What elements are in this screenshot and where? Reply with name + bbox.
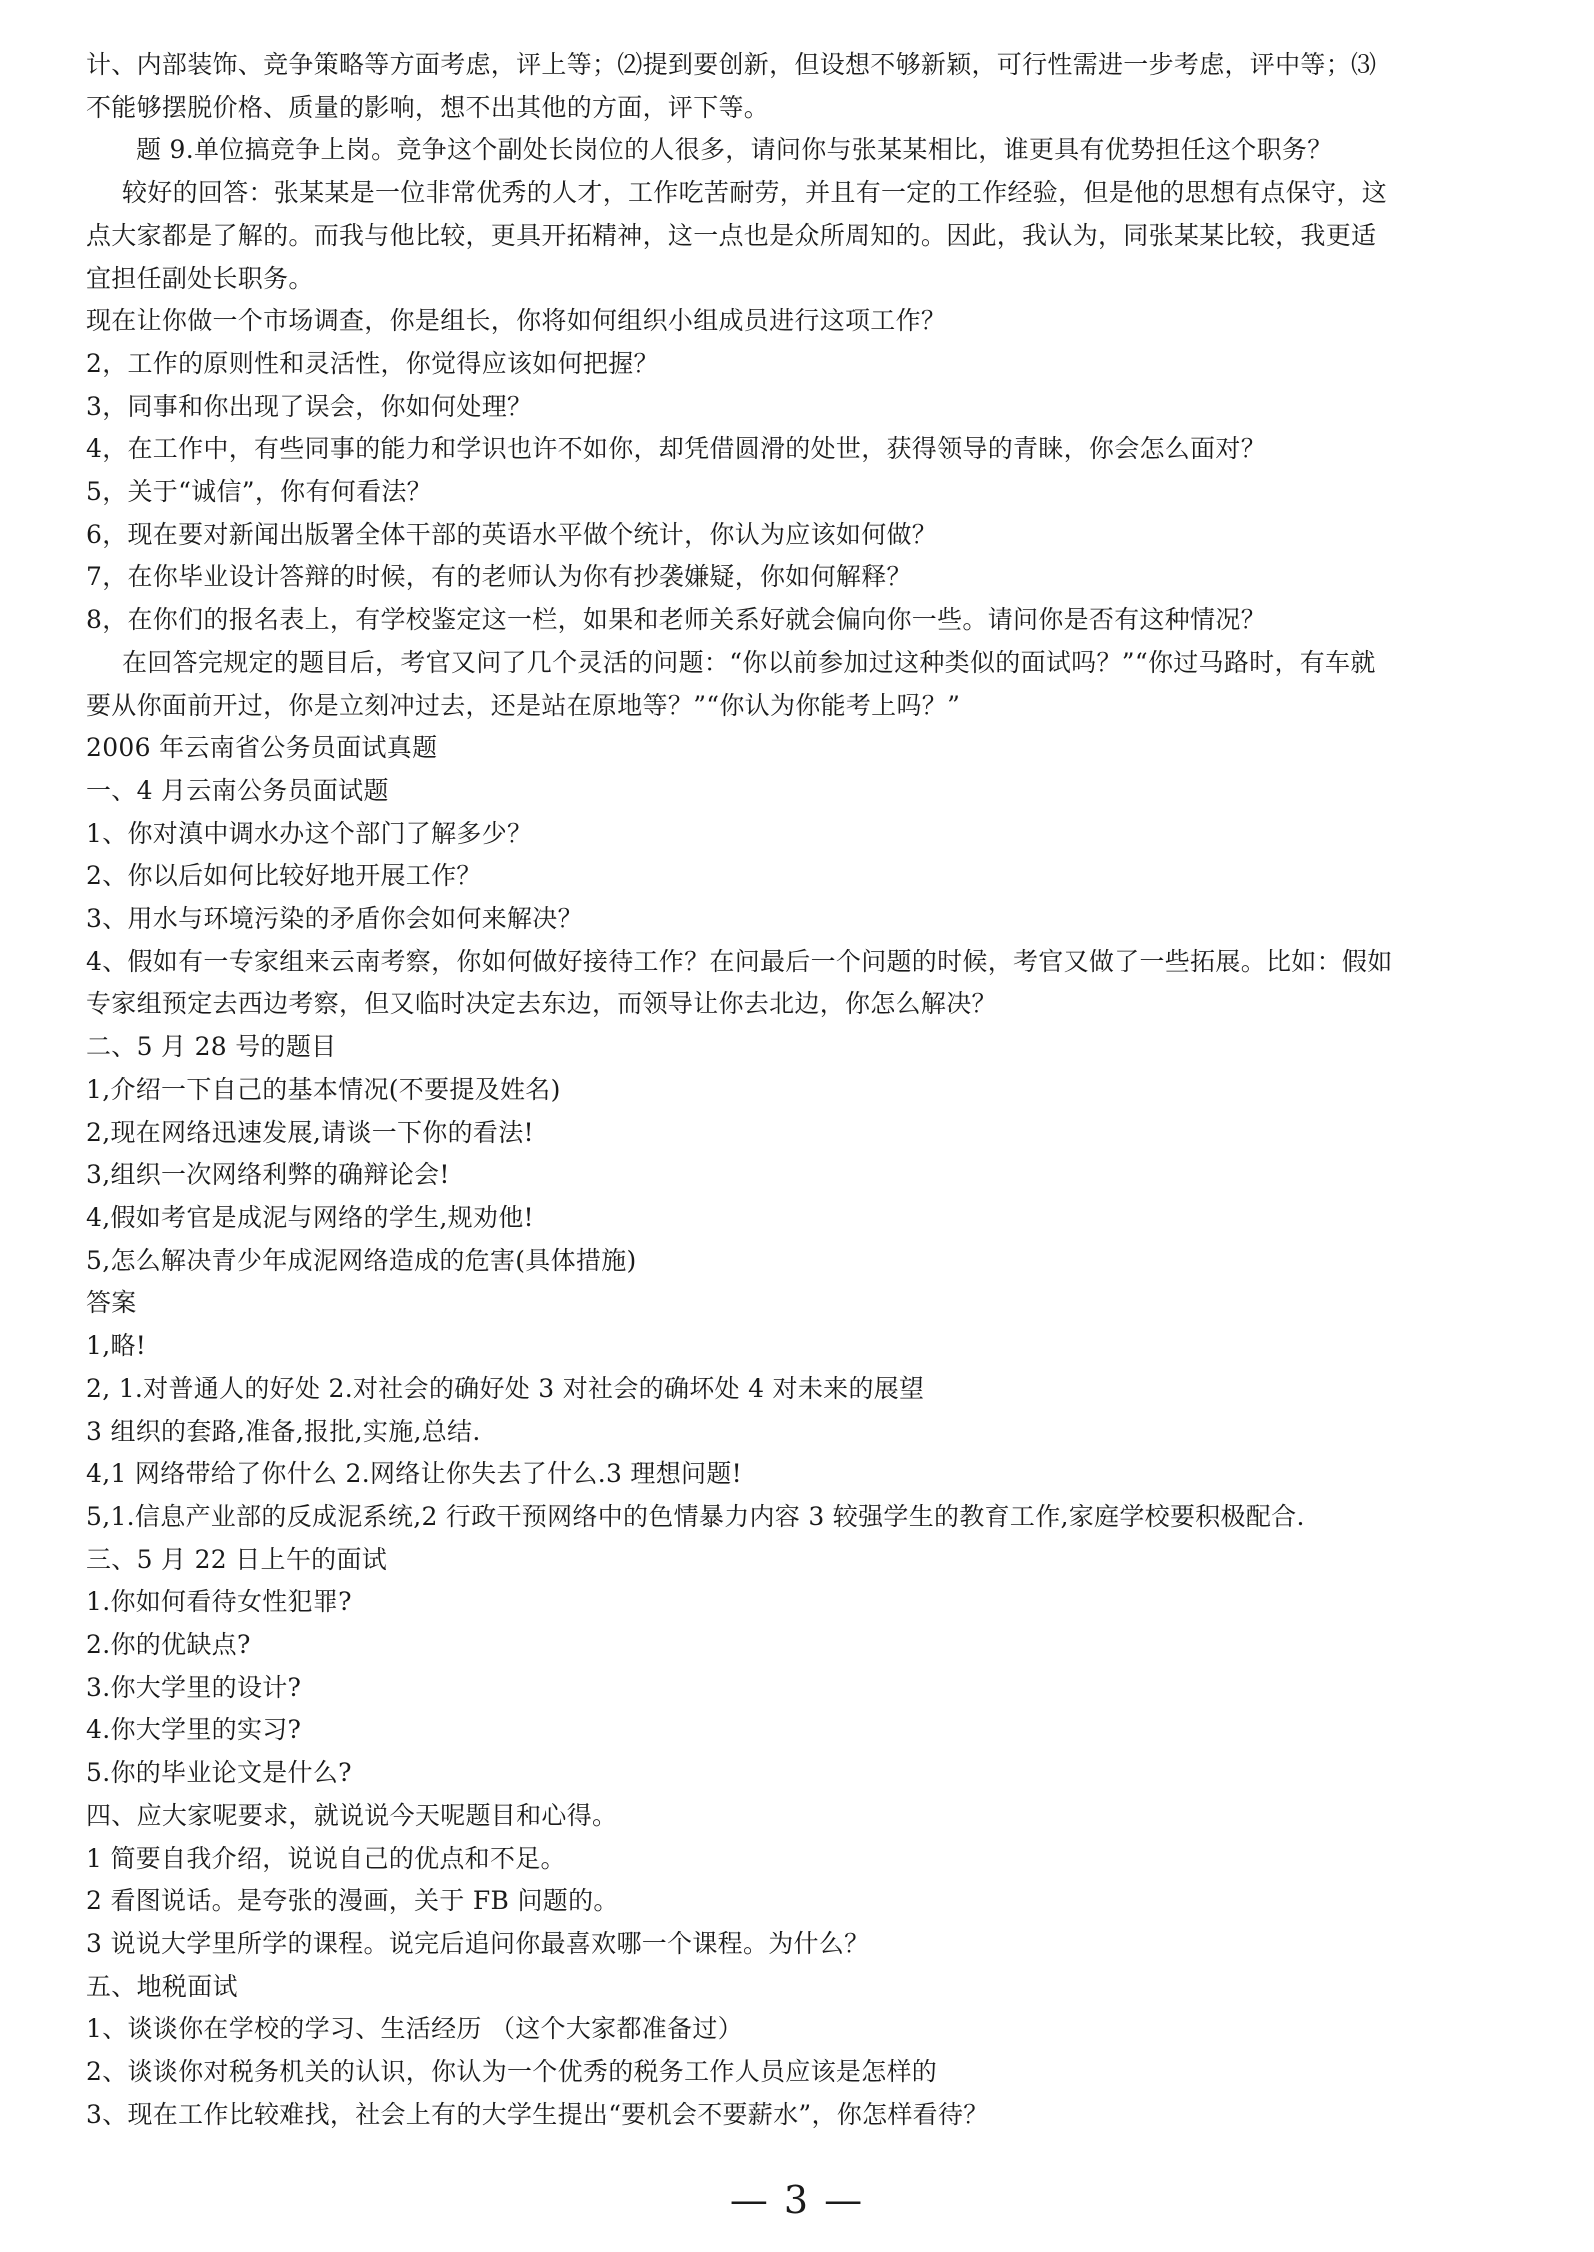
text-line: 点大家都是了解的。而我与他比较，更具开拓精神，这一点也是众所周知的。因此，我认为，同张某某比较，我更适 <box>86 220 1377 250</box>
text-line: 4、假如有一专家组来云南考察，你如何做好接待工作？在问最后一个问题的时候，考官又做了一些拓展。比如：假如 <box>86 946 1393 976</box>
text-line: 2, 1.对普通人的好处 2.对社会的确好处 3 对社会的确坏处 4 对未来的展望 <box>86 1373 925 1403</box>
text-line: 4.你大学里的实习? <box>86 1715 302 1745</box>
text-line: 3 组织的套路,准备,报批,实施,总结. <box>86 1416 481 1446</box>
text-line: 3、用水与环境污染的矛盾你会如何来解决？ <box>86 904 583 934</box>
text-line: 3，同事和你出现了误会，你如何处理？ <box>86 391 533 421</box>
text-line: 二、5 月 28 号的题目 <box>86 1032 337 1062</box>
text-line: 3.你大学里的设计? <box>86 1672 302 1702</box>
text-line: 三、5 月 22 日上午的面试 <box>86 1544 388 1574</box>
text-line: 4，在工作中，有些同事的能力和学识也许不如你，却凭借圆滑的处世，获得领导的青睐，你会怎么面对？ <box>86 434 1267 464</box>
text-line: 2、谈谈你对税务机关的认识，你认为一个优秀的税务工作人员应该是怎样的 <box>86 2057 938 2087</box>
text-line: 一、4 月云南公务员面试题 <box>86 775 389 805</box>
text-line: 四、应大家呢要求，就说说今天呢题目和心得。 <box>86 1800 618 1830</box>
text-line: 2 看图说话。是夸张的漫画，关于 FB 问题的。 <box>86 1886 619 1916</box>
document-body <box>86 44 1516 2136</box>
text-line: 3 说说大学里所学的课程。说完后追问你最喜欢哪一个课程。为什么？ <box>86 1928 870 1958</box>
text-line: 3、现在工作比较难找，社会上有的大学生提出“要机会不要薪水”，你怎样看待？ <box>86 2099 989 2129</box>
text-line: 1.你如何看待女性犯罪? <box>86 1587 352 1617</box>
text-line: 现在让你做一个市场调查，你是组长，你将如何组织小组成员进行这项工作？ <box>86 306 947 336</box>
text-line: 2.你的优缺点? <box>86 1630 251 1660</box>
text-line: 在回答完规定的题目后，考官又问了几个灵活的问题：“你以前参加过这种类似的面试吗？”“你过马路时，有车就 <box>122 647 1376 677</box>
text-line: 3,组织一次网络利弊的确辩论会! <box>86 1160 450 1190</box>
text-line: 2，工作的原则性和灵活性，你觉得应该如何把握？ <box>86 348 659 378</box>
text-line: 宜担任副处长职务。 <box>86 263 314 293</box>
text-line: 1,略! <box>86 1331 147 1361</box>
text-line: 专家组预定去西边考察，但又临时决定去东边，而领导让你去北边，你怎么解决？ <box>86 989 997 1019</box>
text-line: 1、你对滇中调水办这个部门了解多少？ <box>86 818 533 848</box>
text-line: 4,1 网络带给了你什么 2.网络让你失去了什么.3 理想问题! <box>86 1459 742 1489</box>
text-line: 8，在你们的报名表上，有学校鉴定这一栏，如果和老师关系好就会偏向你一些。请问你是否有这种情况？ <box>86 605 1267 635</box>
text-line: 1 简要自我介绍，说说自己的优点和不足。 <box>86 1843 566 1873</box>
text-line: 5,怎么解决青少年成泥网络造成的危害(具体措施) <box>86 1245 637 1275</box>
text-line: 6，现在要对新闻出版署全体干部的英语水平做个统计，你认为应该如何做？ <box>86 519 938 549</box>
text-line: 五、地税面试 <box>86 1971 238 2001</box>
text-line: 1、谈谈你在学校的学习、生活经历 （这个大家都准备过） <box>86 2014 743 2044</box>
text-line: 较好的回答：张某某是一位非常优秀的人才，工作吃苦耐劳，并且有一定的工作经验，但是他的思想有点保守，这 <box>122 178 1388 208</box>
text-line: 2,现在网络迅速发展,请谈一下你的看法! <box>86 1117 534 1147</box>
page-number: — 3 — <box>729 2178 865 2222</box>
text-line: 答案 <box>86 1288 137 1318</box>
text-line: 5，关于“诚信”，你有何看法？ <box>86 477 432 507</box>
text-line: 7，在你毕业设计答辩的时候，有的老师认为你有抄袭嫌疑，你如何解释？ <box>86 562 912 592</box>
text-line: 1,介绍一下自己的基本情况(不要提及姓名) <box>86 1074 561 1104</box>
text-line: 5,1.信息产业部的反成泥系统,2 行政干预网络中的色情暴力内容 3 较强学生的教育工作,家庭学校要积极配合. <box>86 1501 1305 1531</box>
text-line: 2、你以后如何比较好地开展工作？ <box>86 861 482 891</box>
text-line: 不能够摆脱价格、质量的影响，想不出其他的方面，评下等。 <box>86 92 770 122</box>
text-line: 计、内部装饰、竞争策略等方面考虑，评上等；⑵提到要创新，但设想不够新颖，可行性需进一步考虑，评中等；⑶ <box>86 50 1377 79</box>
text-line: 要从你面前开过，你是立刻冲过去，还是站在原地等？”“你认为你能考上吗？” <box>86 690 961 720</box>
text-line: 5.你的毕业论文是什么? <box>86 1758 352 1788</box>
text-line: 4,假如考官是成泥与网络的学生,规劝他! <box>86 1202 534 1232</box>
text-line: 2006 年云南省公务员面试真题 <box>86 733 438 763</box>
text-line: 题 9.单位搞竞争上岗。竞争这个副处长岗位的人很多，请问你与张某某相比，谁更具有优势担任这个职务？ <box>136 135 1333 165</box>
